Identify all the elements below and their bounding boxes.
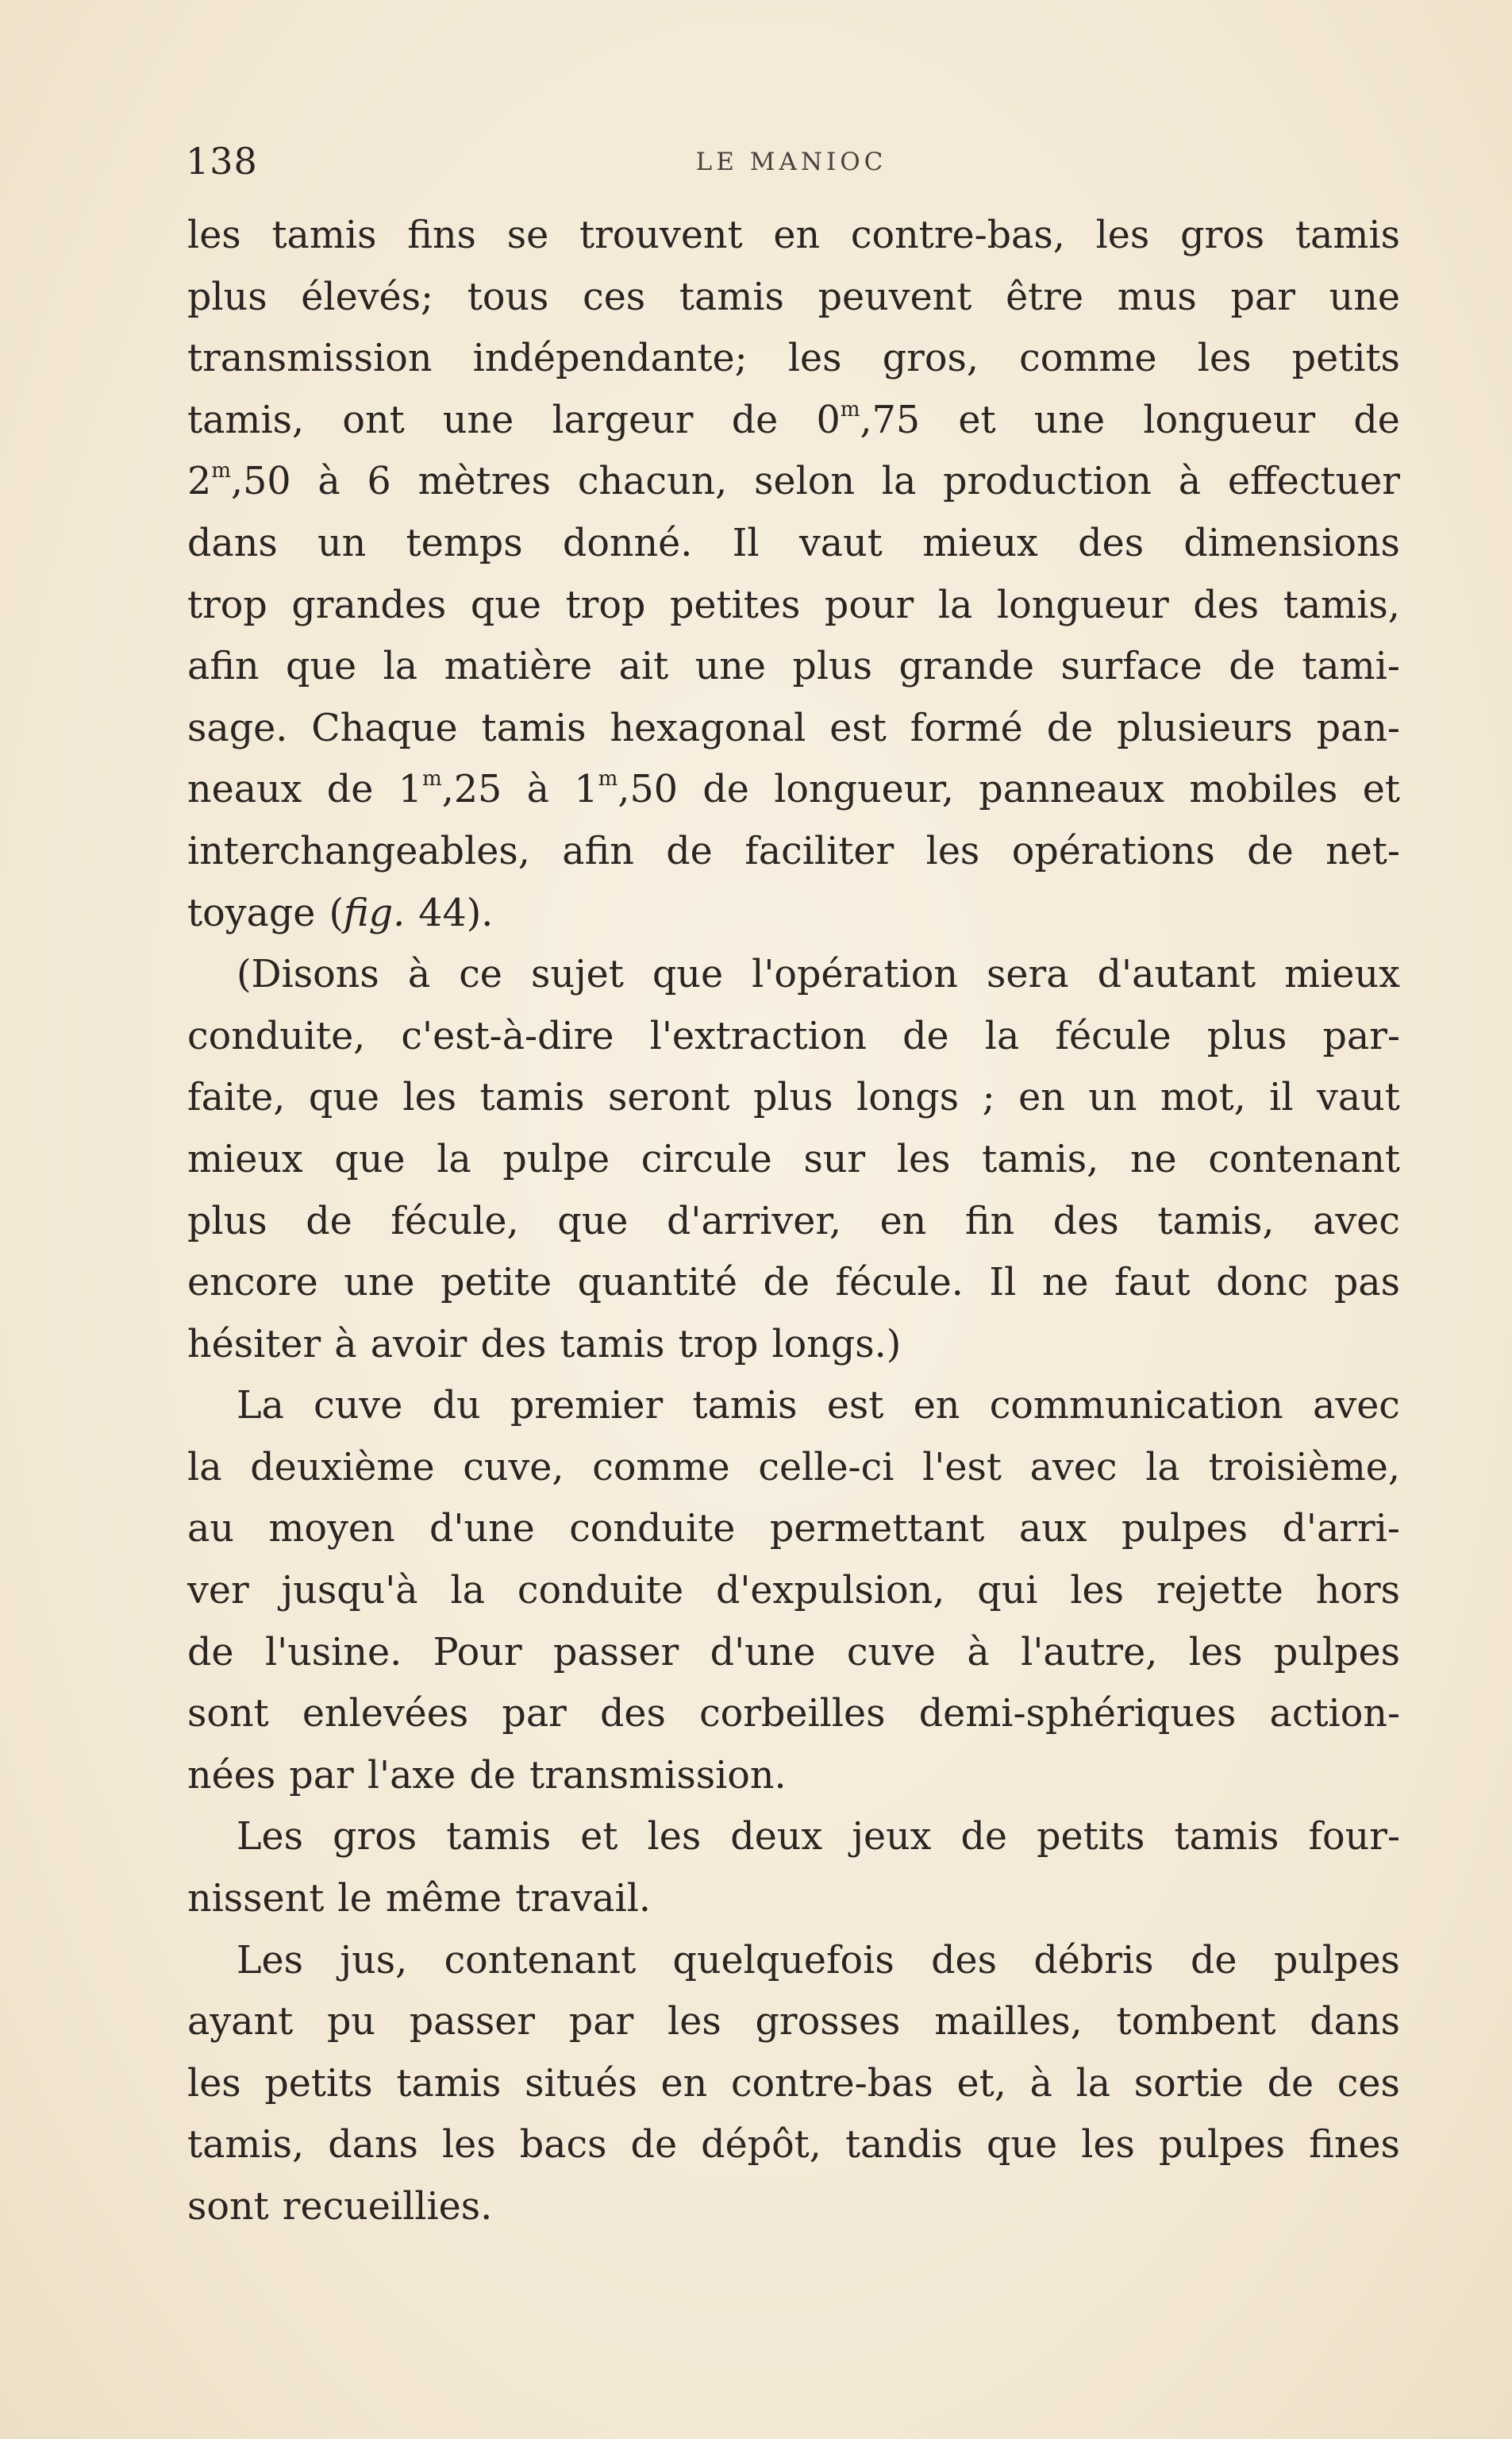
paragraph — [187, 944, 1400, 1375]
text-line: Les gros tamis et les deux jeux de petits tamis four- — [237, 1815, 1400, 1859]
text-line: hésiter à avoir des tamis trop longs.) — [187, 1322, 902, 1366]
text-line: (Disons à ce sujet que l'opération sera d'autant mieux — [237, 953, 1400, 997]
text-line: ver jusqu'à la conduite d'expulsion, qui les rejette hors — [187, 1569, 1400, 1613]
text-line: dans un temps donné. Il vaut mieux des dimensions — [187, 521, 1400, 565]
text-line: mieux que la pulpe circule sur les tamis, ne contenant — [187, 1137, 1400, 1181]
text-line: transmission indépendante; les gros, comme les petits — [187, 337, 1400, 381]
text-line: trop grandes que trop petites pour la longueur des tamis, — [187, 583, 1400, 627]
text-line: les tamis fins se trouvent en contre-bas, les gros tamis — [187, 214, 1400, 257]
text-line: de l'usine. Pour passer d'une cuve à l'autre, les pulpes — [187, 1630, 1400, 1674]
text-line: conduite, c'est-à-dire l'extraction de la fécule plus par- — [187, 1014, 1400, 1058]
paragraph — [187, 1375, 1400, 1806]
body-text — [187, 205, 1400, 2238]
page-number: 138 — [186, 140, 258, 183]
text-line: sont enlevées par des corbeilles demi-sphériques action- — [187, 1692, 1400, 1736]
running-title: LE MANIOC — [695, 148, 887, 176]
text-line: interchangeables, afin de faciliter les opérations de net- — [187, 829, 1400, 873]
text-line: afin que la matière ait une plus grande surface de tami- — [187, 645, 1400, 689]
text-line: plus de fécule, que d'arriver, en fin des tamis, avec — [187, 1199, 1400, 1243]
text-line: nissent le même travail. — [187, 1877, 651, 1921]
text-line: plus élevés; tous ces tamis peuvent être mus par une — [187, 275, 1400, 319]
text-line: neaux de 1$^m$,25 à 1$^m$,50 de longueur, panneaux mobiles et — [187, 767, 1400, 812]
paragraph — [187, 1806, 1400, 1929]
text-line: 2$^m$,50 à 6 mètres chacun, selon la production à effectuer — [187, 459, 1400, 504]
text-line: sont recueillies. — [187, 2185, 493, 2229]
paragraph — [187, 205, 1400, 944]
text-line: ayant pu passer par les grosses mailles, tombent dans — [187, 2000, 1400, 2044]
text-line: tamis, dans les bacs de dépôt, tandis que les pulpes fines — [187, 2123, 1400, 2167]
text-line: Les jus, contenant quelquefois des débris de pulpes — [237, 1938, 1400, 1982]
text-line: toyage (fig. 44). — [187, 891, 494, 935]
text-line: la deuxième cuve, comme celle-ci l'est avec la troisième, — [187, 1445, 1400, 1489]
text-line: sage. Chaque tamis hexagonal est formé de plusieurs pan- — [187, 706, 1400, 750]
text-line: tamis, ont une largeur de 0$^m$,75 et une longueur de — [187, 397, 1400, 442]
text-line: La cuve du premier tamis est en communication avec — [237, 1384, 1400, 1428]
paragraph — [187, 1930, 1400, 2238]
text-line: nées par l'axe de transmission. — [187, 1753, 787, 1797]
text-line: au moyen d'une conduite permettant aux pulpes d'arri- — [187, 1507, 1400, 1551]
text-line: faite, que les tamis seront plus longs ; en un mot, il vaut — [187, 1076, 1400, 1120]
page-header — [186, 140, 1397, 184]
text-line: les petits tamis situés en contre-bas et, à la sortie de ces — [187, 2061, 1400, 2106]
text-line: encore une petite quantité de fécule. Il ne faut donc pas — [187, 1261, 1400, 1305]
